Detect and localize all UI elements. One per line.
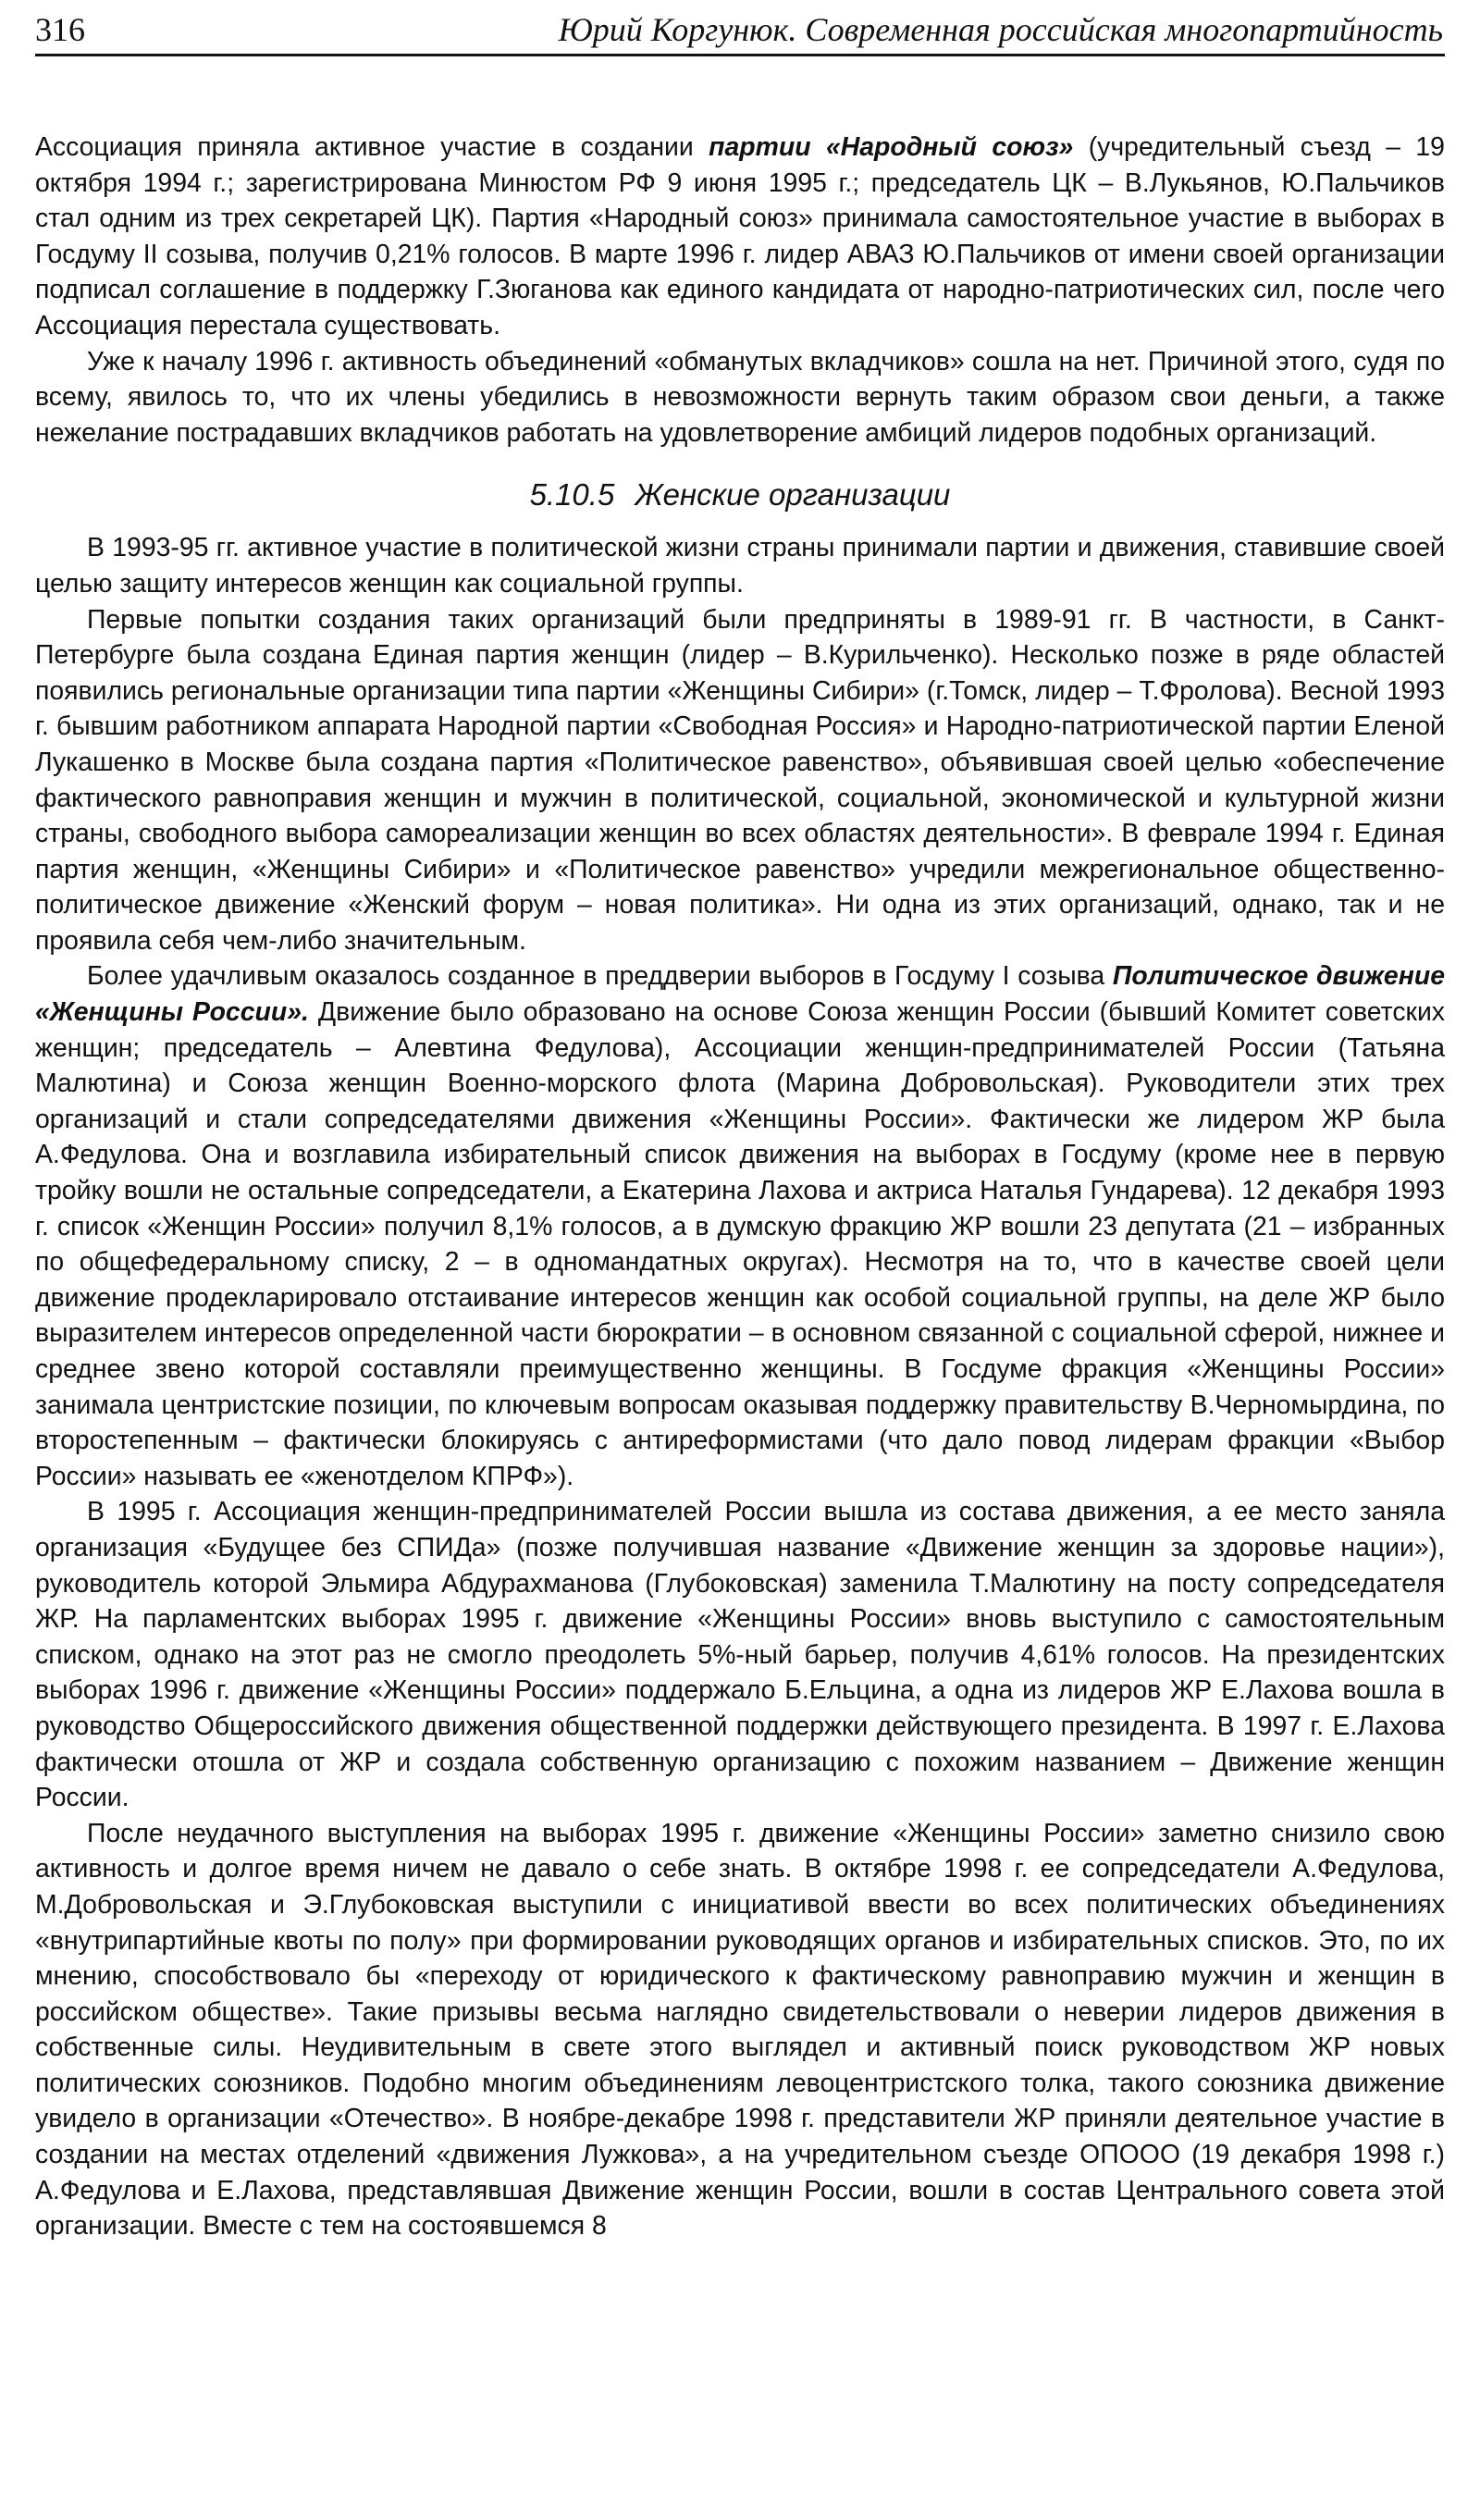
paragraph: Уже к началу 1996 г. активность объединений «обманутых вкладчиков» сошла на нет. Причиной этого, судя по всему, явилось то, что их члены убедились в невозможности вернуть таким образом свои деньги, а также нежелание пострадавших вкладчиков работать на удовлетворение амбиций лидеров подобных организаций.	[35, 346, 1445, 448]
paragraph: В 1995 г. Ассоциация женщин-предпринимателей России вышла из состава движения, а ее место заняла организация «Будущее без СПИДа» (позже получившая название «Движение женщин за здоровье нации»), руководитель которой Эльмира Абдурахманова (Глубоковская) заменила Т.Малютину на посту сопредседателя ЖР. На парламентских выборах 1995 г. движение «Женщины России» вновь выступило с самостоятельным списком, однако на этот раз не смогло преодолеть 5%-ный барьер, получив 4,61% голосов. На президентских выборах 1996 г. движение «Женщины России» поддержало Б.Ельцина, а одна из лидеров ЖР Е.Лахова вошла в руководство Общероссийского движения общественной поддержки действующего президента. В 1997 г. Е.Лахова фактически отошла от ЖР и создала собственную организацию с похожим названием – Движение женщин России.	[35, 1497, 1445, 1813]
paragraph: В 1993-95 гг. активное участие в политической жизни страны принимали партии и движения, ставившие своей целью защиту интересов женщин как социальной группы.	[35, 533, 1445, 599]
page-number: 316	[35, 11, 85, 48]
body-text	[35, 130, 1445, 2244]
paragraph: После неудачного выступления на выборах 1995 г. движение «Женщины России» заметно снизило свою активность и долгое время ничем не давало о себе знать. В октябре 1998 г. ее сопредседатели А.Федулова, М.Добровольская и Э.Глубоковская выступили с инициативой ввести во всех политических объединениях «внутрипартийные квоты по полу» при формировании руководящих органов и избирательных списков. Это, по их мнению, способствовало бы «переходу от юридического к фактическому равноправию мужчин и женщин в российском обществе». Такие призывы весьма наглядно свидетельствовали о неверии лидеров движения в собственные силы. Неудивительным в свете этого выглядел и активный поиск руководством ЖР новых политических союзников. Подобно многим объединениям левоцентристского толка, такого союзника движение увидело в организации «Отечество». В ноябре-декабре 1998 г. представители ЖР приняли деятельное участие в создании на местах отделений «движения Лужкова», а на учредительном съезде ОПООО (19 декабря 1998 г.) А.Федулова и Е.Лахова, представлявшая Движение женщин России, вошли в состав Центрального совета этой организации. Вместе с тем на состоявшемся 8	[35, 1818, 1445, 2242]
section-number: 5.10.5	[529, 477, 615, 513]
section-heading	[35, 476, 1445, 513]
emphasis-party-name: партии «Народный союз»	[709, 132, 1074, 162]
running-title: Юрий Коргунюк. Современная российская многопартийность	[558, 11, 1443, 48]
paragraph: Первые попытки создания таких организаций были предприняты в 1989-91 гг. В частности, в Санкт-Петербурге была создана Единая партия женщин (лидер – В.Курильченко). Несколько позже в ряде областей появились региональные организации типа партии «Женщины Сибири» (г.Томск, лидер – Т.Фролова). Весной 1993 г. бывшим работником аппарата Народной партии «Свободная Россия» и Народно-патриотической партии Еленой Лукашенко в Москве была создана партия «Политическое равенство», объявившая своей целью «обеспечение фактического равноправия женщин и мужчин в политической, социальной, экономической и культурной жизни страны, свободного выбора самореализации женщин во всех областях деятельности». В феврале 1994 г. Единая партия женщин, «Женщины Сибири» и «Политическое равенство» учредили межрегиональное общественно-политическое движение «Женский форум – новая политика». Ни одна из этих организаций, однако, так и не проявила себя чем-либо значительным.	[35, 604, 1445, 956]
paragraph: Более удачливым оказалось созданное в преддверии выборов в Госдуму I созыва Политическое движение «Женщины России». Движение было образовано на основе Союза женщин России (бывший Комитет советских женщин; председатель – Алевтина Федулова), Ассоциации женщин-предпринимателей России (Татьяна Малютина) и Союза женщин Военно-морского флота (Марина Добровольская). Руководители этих трех организаций и стали сопредседателями движения «Женщины России». Фактически же лидером ЖР была А.Федулова. Она и возглавила избирательный список движения на выборах в Госдуму (кроме нее в первую тройку вошли не остальные сопредседатели, а Екатерина Лахова и актриса Наталья Гундарева). 12 декабря 1993 г. список «Женщин России» получил 8,1% голосов, а в думскую фракцию ЖР вошли 23 депутата (21 – избранных по общефедеральному списку, 2 – в одномандатных округах). Несмотря на то, что в качестве своей цели движение продекларировало отстаивание интересов женщин как особой социальной группы, на деле ЖР было выразителем интересов определенной части бюрократии – в основном связанной с социальной сферой, нижнее и среднее звено которой составляли преимущественно женщины. В Госдуме фракция «Женщины России» занимала центристские позиции, по ключевым вопросам оказывая поддержку правительству В.Черномырдина, по второстепенным – фактически блокируясь с антиреформистами (что дало повод лидерам фракции «Выбор России» называть ее «женотделом КПРФ»).	[35, 961, 1445, 1491]
running-head	[35, 6, 1445, 56]
emphasis-movement-name: Политическое движение «Женщины России».	[35, 961, 1445, 1028]
section-title: Женские организации	[635, 477, 951, 513]
paragraph: Ассоциация приняла активное участие в создании партии «Народный союз» (учредительный съезд – 19 октября 1994 г.; зарегистрирована Минюстом РФ 9 июня 1995 г.; председатель ЦК – В.Лукьянов, Ю.Пальчиков стал одним из трех секретарей ЦК). Партия «Народный союз» принимала самостоятельное участие в выборах в Госдуму II созыва, получив 0,21% голосов. В марте 1996 г. лидер АВАЗ Ю.Пальчиков от имени своей организации подписал соглашение в поддержку Г.Зюганова как единого кандидата от народно-патриотических сил, после чего Ассоциация перестала существовать.	[35, 132, 1445, 340]
